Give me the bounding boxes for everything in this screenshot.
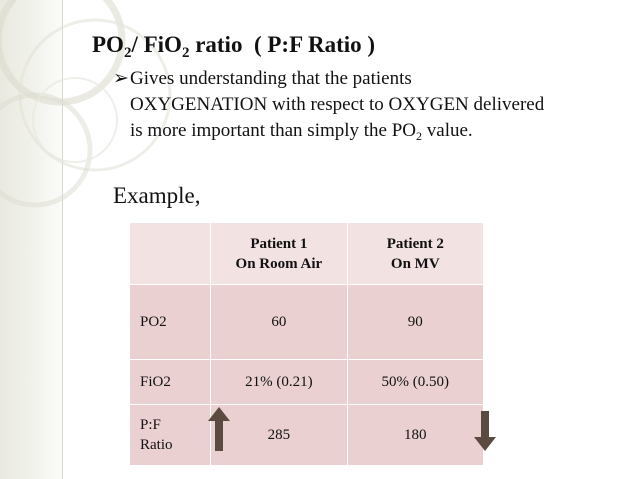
bullet-text: Gives understanding that the patients OXYGENATION with respect to OXYGEN delivered is more important than simply the $PO_2$ value.	[130, 68, 545, 143]
cell-po2-patient-2: 90	[347, 285, 483, 360]
slide-title: $PO_2/$ FiO$_2$ ratio ( P:F Ratio )	[92, 32, 376, 61]
row-label-pf-ratio: P:F Ratio	[130, 405, 211, 466]
cell-pf-patient-2: 180	[347, 405, 483, 466]
up-arrow-icon	[208, 407, 230, 451]
table-row	[130, 360, 484, 405]
arrow-bullet-icon: ➢	[113, 68, 129, 89]
down-arrow-icon	[474, 411, 496, 451]
cell-po2-patient-1: 60	[211, 285, 347, 360]
row-label-fio2: FiO2	[130, 360, 211, 405]
example-label: Example,	[113, 183, 201, 208]
cell-fio2-patient-1: 21% (0.21)	[211, 360, 347, 405]
cell-pf-patient-1: 285	[211, 405, 347, 466]
table-header-row	[130, 223, 484, 285]
table-row	[130, 405, 484, 466]
pf-ratio-table	[129, 222, 484, 466]
table-row	[130, 285, 484, 360]
row-label-po2: PO2	[130, 285, 211, 360]
bullet-point	[113, 66, 613, 149]
header-cell-patient-2: Patient 2 On MV	[347, 223, 483, 285]
header-cell-patient-1: Patient 1 On Room Air	[211, 223, 347, 285]
cell-fio2-patient-2: 50% (0.50)	[347, 360, 483, 405]
header-cell-empty	[130, 223, 211, 285]
